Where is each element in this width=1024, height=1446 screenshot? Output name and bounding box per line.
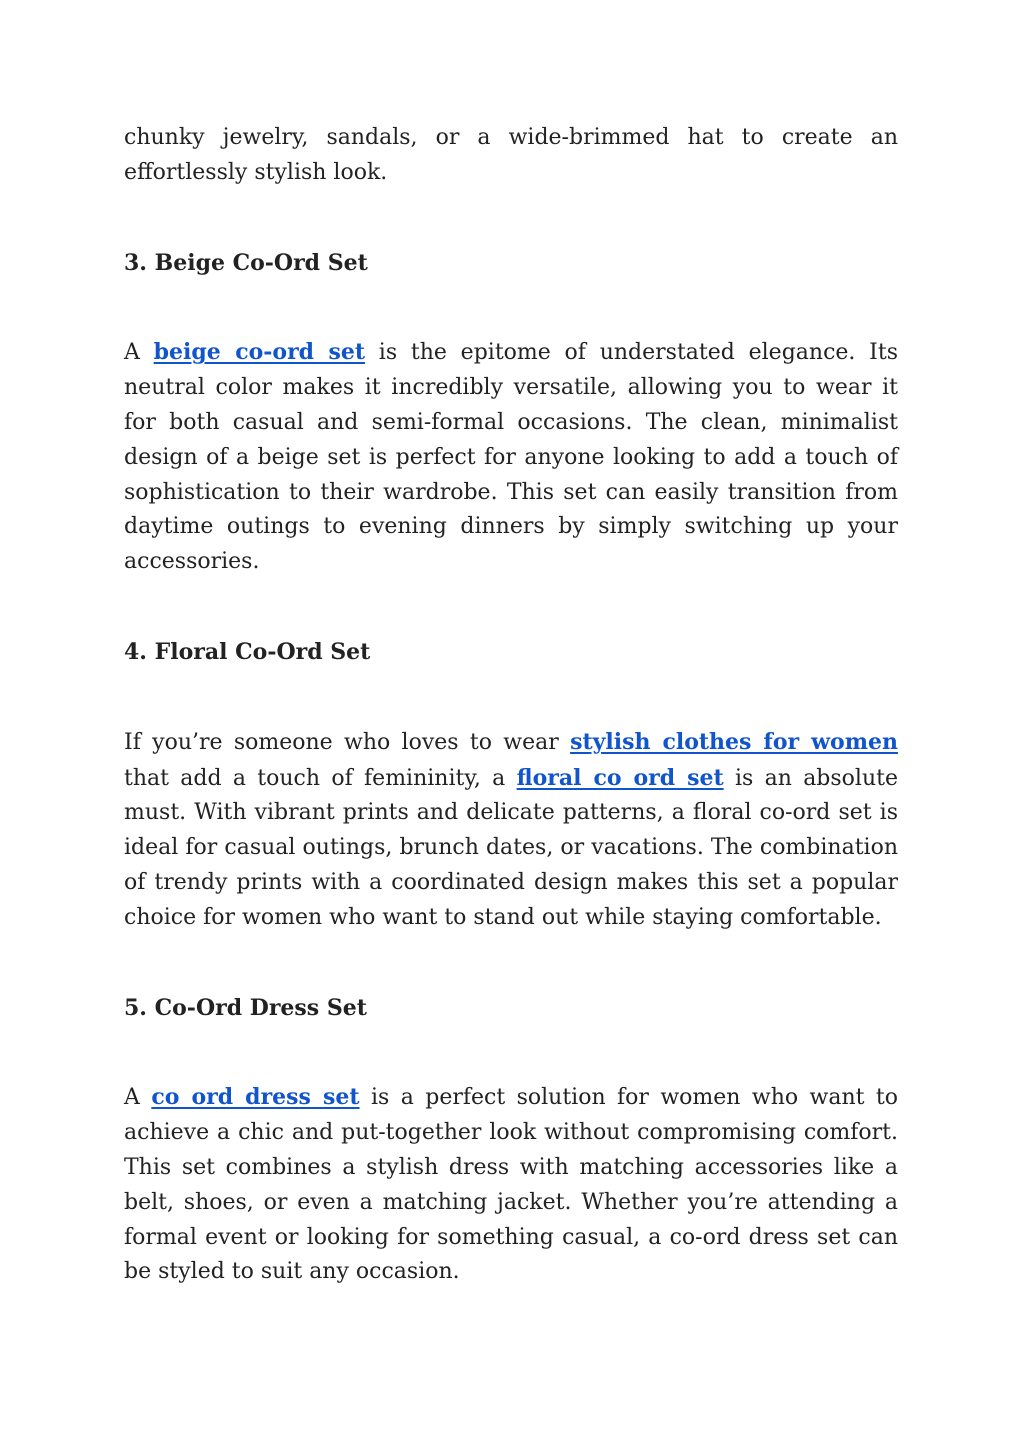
section-5-paragraph	[124, 1080, 898, 1290]
floral-co-ord-set-link[interactable]: floral co ord set	[516, 764, 724, 791]
document-page	[124, 121, 898, 1290]
paragraph-text: A	[124, 340, 154, 366]
spacer	[124, 580, 898, 635]
intro-paragraph	[124, 121, 898, 191]
section-4-heading: 4. Floral Co-Ord Set	[124, 638, 371, 665]
section-5-heading: 5. Co-Ord Dress Set	[124, 994, 367, 1021]
paragraph-text: is the epitome of understated elegance. Its neutral color makes it incredibly versatile, allowing you to wear it for both casual and semi-formal occasions. The clean, minimalist design of a beige set is perfect for anyone looking to add a touch of sophistication to their wardrobe. This set can easily transition from daytime outings to evening dinners by simply switching up your accessories.	[124, 340, 898, 575]
beige-co-ord-set-link[interactable]: beige co-ord set	[153, 339, 366, 366]
section-4-paragraph	[124, 725, 898, 936]
spacer	[124, 1025, 898, 1080]
section-3-paragraph	[124, 335, 898, 580]
section-3-heading: 3. Beige Co-Ord Set	[124, 249, 368, 276]
paragraph-text: is an absolute must. With vibrant prints and delicate patterns, a floral co-ord set is ideal for casual outings, brunch dates, or vacations. The combination of trendy prints with a coordinated design makes this set a popular choice for women who want to stand out while staying comfortable.	[124, 765, 898, 930]
spacer	[124, 280, 898, 335]
stylish-clothes-for-women-link[interactable]: stylish clothes for women	[570, 728, 898, 755]
intro-text: chunky jewelry, sandals, or a wide-brimmed hat to create an effortlessly stylish look.	[124, 125, 898, 185]
spacer	[124, 191, 898, 246]
co-ord-dress-set-link[interactable]: co ord dress set	[151, 1084, 360, 1111]
paragraph-text: A	[124, 1085, 152, 1111]
spacer	[124, 936, 898, 991]
spacer	[124, 670, 898, 725]
paragraph-text: that add a touch of femininity, a	[124, 765, 517, 791]
paragraph-text: is a perfect solution for women who want to achieve a chic and put-together look without compromising comfort. This set combines a stylish dress with matching accessories like a belt, shoes, or even a matching jacket. Whether you’re attending a formal event or looking for something casual, a co-ord dress set can be styled to suit any occasion.	[124, 1085, 899, 1285]
paragraph-text: If you’re someone who loves to wear	[124, 729, 571, 755]
